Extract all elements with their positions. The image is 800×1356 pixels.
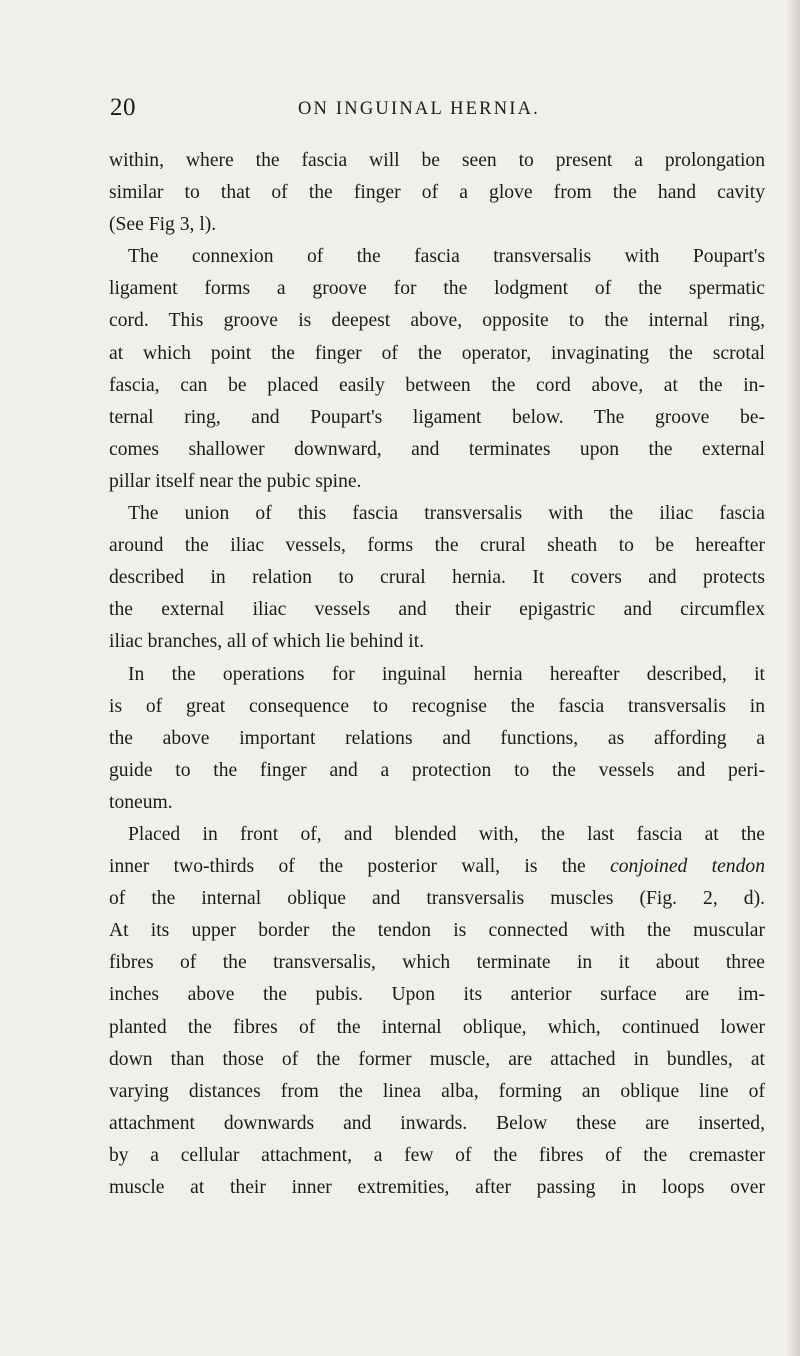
text-line: the above important relations and functions, as affording a (109, 727, 765, 749)
text-line: inches above the pubis. Upon its anterior surface are im- (109, 984, 765, 1006)
text-line: ligament forms a groove for the lodgment of the spermatic (109, 278, 765, 300)
paragraph-start-line: In the operations for inguinal hernia hereafter described, it (128, 663, 765, 685)
text-line: At its upper border the tendon is connected with the muscular (109, 920, 765, 942)
body-text (109, 145, 765, 1204)
text-line: (See Fig 3, l). (109, 214, 217, 236)
text-run: inner two-thirds of the posterior wall, is the (109, 856, 611, 878)
text-line: ternal ring, and Poupart's ligament below. The groove be- (109, 406, 765, 428)
text-line: within, where the fascia will be seen to present a prolongation (109, 150, 765, 171)
text-line: of the internal oblique and transversalis muscles (Fig. 2, d). (109, 888, 765, 910)
text-line: around the iliac vessels, forms the crural sheath to be hereafter (109, 535, 765, 557)
running-head: ON INGUINAL HERNIA. (297, 99, 540, 119)
paragraph-start-line: The union of this fascia transversalis with the iliac fascia (128, 503, 765, 525)
text-line: comes shallower downward, and terminates upon the external (109, 438, 765, 460)
text-line: iliac branches, all of which lie behind it. (109, 631, 425, 653)
text-line: by a cellular attachment, a few of the fibres of the cremaster (109, 1144, 765, 1166)
text-line: varying distances from the linea alba, forming an oblique line of (109, 1080, 765, 1102)
text-line: pillar itself near the pubic spine. (109, 470, 362, 492)
italic-term: conjoined tendon (610, 856, 765, 878)
text-line: planted the fibres of the internal oblique, which, continued lower (109, 1016, 765, 1038)
text-line: at which point the finger of the operator, invaginating the scrotal (109, 342, 765, 364)
text-line: is of great consequence to recognise the fascia transversalis in (109, 695, 765, 717)
text-line: down than those of the former muscle, are attached in bundles, at (109, 1048, 765, 1070)
paragraph-start-line: The connexion of the fascia transversalis with Poupart's (128, 246, 765, 268)
text-line: guide to the finger and a protection to the vessels and peri- (109, 759, 765, 781)
paragraph-start-line: Placed in front of, and blended with, the last fascia at the (128, 823, 765, 845)
text-line (109, 851, 765, 883)
text-line: muscle at their inner extremities, after passing in loops over (109, 1177, 765, 1198)
page-number: 20 (110, 94, 136, 121)
page-edge-shadow (786, 0, 800, 1356)
text-line: fascia, can be placed easily between the cord above, at the in- (109, 374, 765, 396)
text-line: attachment downwards and inwards. Below these are inserted, (109, 1112, 765, 1134)
text-line: similar to that of the finger of a glove from the hand cavity (109, 182, 765, 204)
text-line: described in relation to crural hernia. It covers and protects (109, 567, 765, 589)
text-line: cord. This groove is deepest above, opposite to the internal ring, (109, 310, 765, 332)
text-line: toneum. (109, 791, 173, 813)
text-line: the external iliac vessels and their epigastric and circumflex (109, 599, 765, 621)
text-line: fibres of the transversalis, which terminate in it about three (109, 952, 765, 974)
